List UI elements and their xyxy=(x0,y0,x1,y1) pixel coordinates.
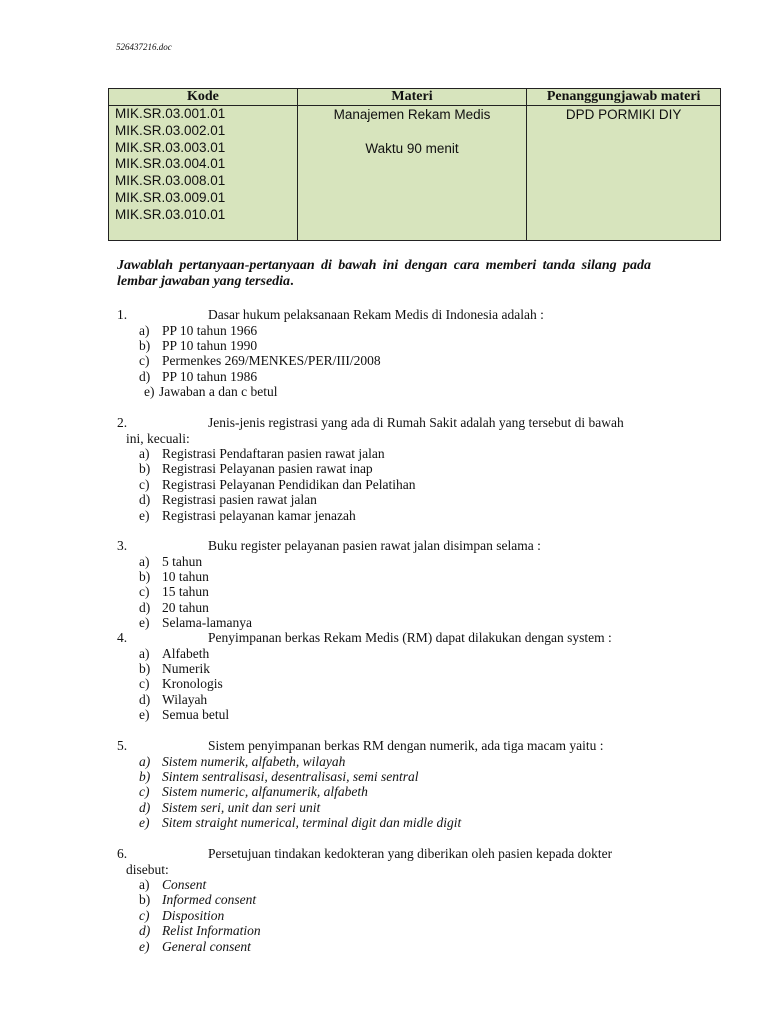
code-item: MIK.SR.03.010.01 xyxy=(115,206,226,222)
option-d: d) Sistem seri, unit dan seri unit xyxy=(139,799,321,815)
question-stem xyxy=(117,630,653,646)
question-text: Dasar hukum pelaksanaan Rekam Medis di Indonesia adalah : xyxy=(208,307,544,322)
options-list xyxy=(117,754,653,831)
instruction-end: . xyxy=(290,274,294,289)
question-continuation: ini, kecuali: xyxy=(126,430,190,446)
option-a: a) Registrasi Pendaftaran pasien rawat jalan xyxy=(139,446,385,461)
option-c: c) Permenkes 269/MENKES/PER/III/2008 xyxy=(139,353,381,369)
materi-cell xyxy=(297,106,526,241)
option-e: e) Registrasi pelayanan kamar jenazah xyxy=(139,507,356,523)
question-number: 5. xyxy=(117,738,128,753)
option-e: e) General consent xyxy=(139,938,251,954)
option-c: c) Kronologis xyxy=(139,676,223,692)
penanggungjawab-name: DPD PORMIKI DIY xyxy=(565,107,682,122)
option-d: d) Relist Information xyxy=(139,923,261,939)
options-list xyxy=(117,554,653,631)
code-item: MIK.SR.03.004.01 xyxy=(115,156,226,172)
table-row xyxy=(109,106,721,241)
option-d: d) 20 tahun xyxy=(139,599,209,615)
code-item: MIK.SR.03.003.01 xyxy=(115,139,226,155)
option-a: a) PP 10 tahun 1966 xyxy=(139,322,258,338)
question-stem xyxy=(117,738,653,754)
option-d: d) PP 10 tahun 1986 xyxy=(139,368,258,384)
instruction-text xyxy=(117,258,651,290)
option-b: b) Informed consent xyxy=(139,892,257,908)
instruction-body: Jawablah pertanyaan-pertanyaan di bawah ini dengan cara memberi tanda silang pada lembar jawaban yang tersedia xyxy=(117,258,651,289)
question-5 xyxy=(117,738,653,830)
question-text: Persetujuan tindakan kedokteran yang diberikan oleh pasien kepada dokter xyxy=(208,846,613,861)
question-number: 3. xyxy=(117,538,128,553)
option-e: e) Selama-lamanya xyxy=(139,615,252,631)
question-2 xyxy=(117,415,653,523)
option-a: a) Sistem numerik, alfabeth, wilayah xyxy=(139,753,346,769)
question-stem xyxy=(117,846,653,862)
option-b: b) 10 tahun xyxy=(139,568,209,584)
options-list xyxy=(117,446,653,523)
option-e: e) Jawaban a dan c betul xyxy=(144,384,278,400)
question-text: Sistem penyimpanan berkas RM dengan numerik, ada tiga macam yaitu : xyxy=(208,738,604,753)
option-b: b) PP 10 tahun 1990 xyxy=(139,337,258,353)
materi-name: Manajemen Rekam Medis xyxy=(333,107,491,122)
option-b: b) Numerik xyxy=(139,660,210,676)
question-stem xyxy=(117,307,653,323)
question-continuation: disebut: xyxy=(126,861,169,877)
option-c: c) Sistem numeric, alfanumerik, alfabeth xyxy=(139,784,368,800)
option-c: c) Registrasi Pelayanan Pendidikan dan Pelatihan xyxy=(139,476,416,492)
penanggungjawab-cell xyxy=(527,106,721,241)
question-1 xyxy=(117,307,653,399)
option-d: d) Registrasi pasien rawat jalan xyxy=(139,492,317,508)
option-a: a) Consent xyxy=(139,877,207,892)
question-stem xyxy=(117,538,653,554)
exam-duration: Waktu 90 menit xyxy=(365,141,459,156)
options-list xyxy=(117,323,653,400)
header-kode: Kode xyxy=(109,89,298,106)
codes-cell xyxy=(109,106,298,241)
option-c: c) Disposition xyxy=(139,907,225,923)
question-6 xyxy=(117,846,653,954)
table-header-row xyxy=(109,89,721,106)
option-d: d) Wilayah xyxy=(139,691,208,707)
header-penanggungjawab: Penanggungjawab materi xyxy=(527,89,721,106)
course-info-table xyxy=(108,88,721,241)
option-a: a) 5 tahun xyxy=(139,553,203,569)
question-4 xyxy=(117,630,653,722)
question-text: Penyimpanan berkas Rekam Medis (RM) dapat dilakukan dengan system : xyxy=(208,630,612,645)
option-e: e) Sitem straight numerical, terminal digit dan midle digit xyxy=(139,815,462,831)
question-3 xyxy=(117,538,653,630)
question-text: Jenis-jenis registrasi yang ada di Rumah Sakit adalah yang tersebut di bawah xyxy=(208,415,624,430)
code-item: MIK.SR.03.001.01 xyxy=(115,106,226,121)
options-list xyxy=(117,646,653,723)
question-number: 6. xyxy=(117,846,128,861)
question-number: 2. xyxy=(117,415,128,430)
code-item: MIK.SR.03.002.01 xyxy=(115,122,226,138)
code-item: MIK.SR.03.009.01 xyxy=(115,189,226,205)
question-text: Buku register pelayanan pasien rawat jalan disimpan selama : xyxy=(208,538,541,553)
option-a: a) Alfabeth xyxy=(139,645,210,661)
option-b: b) Sintem sentralisasi, desentralisasi, semi sentral xyxy=(139,768,419,784)
option-b: b) Registrasi Pelayanan pasien rawat inap xyxy=(139,461,373,477)
document-filename: 526437216.doc xyxy=(116,42,172,52)
option-e: e) Semua betul xyxy=(139,707,230,723)
option-c: c) 15 tahun xyxy=(139,584,209,600)
question-stem xyxy=(117,415,653,431)
header-materi: Materi xyxy=(297,89,526,106)
question-number: 4. xyxy=(117,630,128,645)
question-number: 1. xyxy=(117,307,128,322)
options-list xyxy=(117,877,653,954)
code-item: MIK.SR.03.008.01 xyxy=(115,173,226,189)
